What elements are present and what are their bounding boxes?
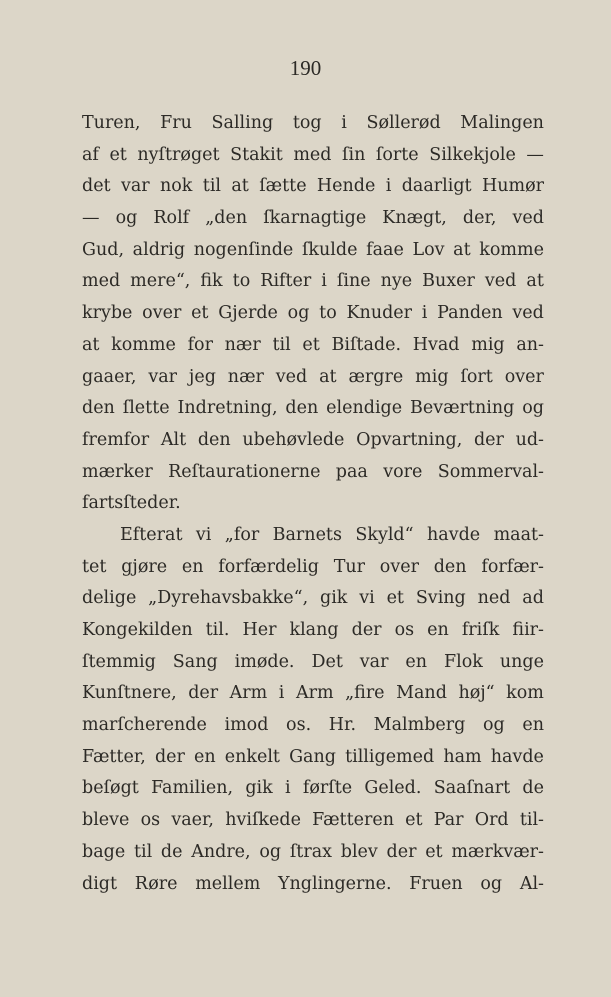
word: Reſtaurationerne (168, 461, 321, 482)
word: Hende (316, 176, 376, 197)
text-line (82, 425, 544, 457)
word: Søllerød (366, 113, 441, 133)
word: daarligt (401, 176, 472, 197)
word: Malingen (460, 113, 544, 133)
word: friſk (461, 620, 500, 640)
word: beſøgt (82, 778, 139, 799)
word: i (341, 113, 347, 133)
word: Skyld“ (355, 524, 414, 545)
word: havde (427, 524, 481, 545)
word: Indretning, (177, 398, 278, 419)
word: elendige (326, 398, 403, 419)
word: den (285, 398, 319, 419)
word: ham (443, 746, 482, 767)
word: ſætte (259, 176, 307, 197)
text-line (82, 710, 544, 742)
word: den (197, 429, 231, 450)
word: Opvartning, (356, 429, 463, 450)
word: der, (462, 208, 497, 229)
word: i (321, 271, 327, 292)
word: Salling (211, 113, 274, 133)
word: Hr. (328, 715, 357, 736)
word: ved (484, 271, 517, 292)
text-line (82, 393, 544, 425)
word: Turen, (82, 113, 141, 133)
word: i (284, 778, 291, 799)
word: bleve (82, 810, 130, 831)
word: „den (205, 208, 248, 229)
word: Panden (437, 303, 503, 324)
word: Sommerval- (437, 461, 544, 482)
word: ſorte (375, 144, 419, 165)
word: krybe (82, 303, 133, 324)
word: over (379, 556, 419, 577)
word: Lov (412, 239, 445, 260)
word: førſte (302, 778, 353, 799)
word: klang (289, 620, 339, 640)
word: de (522, 778, 544, 799)
word: maat- (493, 524, 544, 545)
word: ubehøvlede (242, 429, 345, 450)
word: gik (320, 588, 348, 609)
word: med (293, 144, 332, 165)
word: ſort (460, 366, 493, 387)
word: i (421, 303, 428, 324)
word: og (115, 208, 138, 229)
word: Buxer (422, 271, 475, 292)
word: til (202, 176, 222, 197)
word: „for (224, 524, 260, 545)
word: et (386, 588, 404, 609)
word: og (522, 398, 544, 419)
word: — (82, 208, 100, 229)
word: tog (292, 113, 322, 133)
word: havde (490, 746, 544, 767)
word: enkelt (224, 746, 280, 767)
word: gjøre (121, 556, 168, 577)
text-line (82, 203, 544, 235)
word: Rolf (153, 208, 190, 229)
word: Mand (396, 683, 447, 704)
word: en (427, 620, 449, 640)
word: at (231, 176, 249, 197)
word: gaaer, (82, 366, 137, 387)
word: Kunſtnere, (82, 683, 177, 704)
word: os. (286, 715, 312, 736)
word: i (278, 683, 285, 704)
word: den (433, 556, 467, 577)
word: mig (415, 366, 449, 387)
word: ned (477, 588, 511, 609)
word: af (82, 144, 99, 165)
word: Her (242, 620, 277, 640)
word: ſin (342, 144, 366, 165)
word: imøde. (234, 651, 295, 672)
word: ſine (336, 271, 371, 292)
word: Beværtning (410, 398, 515, 419)
text-line (82, 235, 544, 267)
word: Fætter, (82, 746, 146, 767)
text-line (82, 298, 544, 330)
word: an- (516, 334, 544, 355)
word: unge (499, 651, 544, 672)
text-line (82, 837, 544, 869)
text-line (82, 171, 544, 203)
word: to (319, 303, 337, 324)
word: Saaſnart (433, 778, 511, 799)
text-line (82, 552, 544, 584)
word: marſcherende (82, 715, 207, 736)
word: imod (224, 715, 269, 736)
word: forfær- (481, 556, 544, 577)
word: os (140, 810, 161, 831)
word: ved (512, 303, 544, 324)
word: Kongekilden (82, 620, 193, 640)
word: Det (311, 651, 343, 672)
word: et (425, 841, 443, 862)
word: Barnets (272, 524, 342, 545)
word: Fruen (409, 873, 463, 894)
word: Flok (444, 651, 483, 672)
word: til (133, 841, 153, 862)
word: Arm (295, 683, 334, 704)
word: et (302, 334, 320, 355)
word: mellem (195, 873, 261, 894)
word: fiir- (512, 620, 544, 640)
word: det (82, 176, 111, 197)
word: nogenſinde (193, 239, 294, 260)
word: os (394, 620, 415, 640)
word: Silkekjole (429, 144, 516, 165)
word: var (120, 176, 150, 197)
word: Gud, (82, 239, 125, 260)
word: komme (479, 239, 544, 260)
word: et (109, 144, 127, 165)
word: faae (366, 239, 404, 260)
word: en (194, 746, 216, 767)
word: paa (335, 461, 368, 482)
text-line (82, 583, 544, 615)
word: Gang (289, 746, 336, 767)
word: Røre (134, 873, 178, 894)
word: de (160, 841, 183, 862)
word: Malmberg (373, 715, 466, 736)
text-line (82, 869, 544, 901)
word: Fætteren (312, 810, 394, 831)
word: var (148, 366, 178, 387)
text-line (82, 773, 544, 805)
word: ærgre (348, 366, 404, 387)
word: nær (224, 334, 261, 355)
word: en (522, 715, 544, 736)
word: nye (380, 271, 413, 292)
word: Rifter (260, 271, 312, 292)
word: Familien, (151, 778, 234, 799)
word: ſlette (122, 398, 170, 419)
word: — (526, 144, 544, 165)
word: Biſtade. (331, 334, 402, 355)
word: og (259, 841, 282, 862)
word: en (405, 651, 428, 672)
word: for (187, 334, 213, 355)
text-line (82, 362, 544, 394)
word: ſtemmig (82, 651, 156, 672)
word: Stakit (230, 144, 283, 165)
word: Sving (415, 588, 466, 609)
word: tet (82, 556, 107, 577)
word: fartsſteder. (82, 493, 181, 514)
word: at (319, 366, 337, 387)
word: Sang (172, 651, 218, 672)
word: ſtrax (289, 841, 333, 862)
word: et (191, 303, 209, 324)
word: Geled. (364, 778, 422, 799)
word: Ynglingerne. (277, 873, 392, 894)
text-line (82, 266, 544, 298)
word: to (232, 271, 251, 292)
word: over (504, 366, 544, 387)
word: der (473, 429, 504, 450)
word: og (480, 873, 503, 894)
word: kom (506, 683, 544, 704)
word: Efterat (120, 524, 183, 545)
word: Fru (160, 113, 192, 133)
word: den (82, 398, 115, 419)
word: ſkarnagtige (263, 208, 367, 229)
word: Knuder (346, 303, 413, 324)
word: vaer, (171, 810, 214, 831)
word: Par (433, 810, 464, 831)
word: mig (471, 334, 505, 355)
word: Alt (160, 429, 187, 450)
word: der (188, 683, 219, 704)
word: at (82, 334, 100, 355)
word: ad (522, 588, 544, 609)
word: der (351, 620, 382, 640)
word: Knægt, (382, 208, 447, 229)
word: ud- (515, 429, 544, 450)
text-line (82, 805, 544, 837)
word: i (385, 176, 392, 197)
word: fremfor (82, 429, 150, 450)
word: en (181, 556, 204, 577)
word: til (272, 334, 291, 355)
word: hviſkede (225, 810, 301, 831)
word: nok (160, 176, 193, 197)
text-line (82, 742, 544, 774)
text-line (82, 108, 544, 140)
text-line (82, 140, 544, 172)
text-line (82, 678, 544, 710)
word: til. (205, 620, 230, 640)
word: der (154, 746, 185, 767)
word: og (287, 303, 310, 324)
word: digt (82, 873, 118, 894)
word: nær (227, 366, 264, 387)
word: at (453, 239, 471, 260)
word: Ord (474, 810, 509, 831)
word: blev (340, 841, 378, 862)
word: et (405, 810, 423, 831)
word: med (82, 271, 121, 292)
word: vi (195, 524, 212, 545)
word: komme (111, 334, 176, 355)
word: Tur (333, 556, 366, 577)
text-body (82, 108, 544, 900)
word: tilligemed (345, 746, 435, 767)
word: bage (82, 841, 126, 862)
word: fik (200, 271, 223, 292)
text-line (82, 520, 544, 552)
word: gik (245, 778, 273, 799)
word: var (359, 651, 389, 672)
word: at (526, 271, 544, 292)
text-line (82, 488, 544, 520)
word: forfærdelig (218, 556, 319, 577)
word: aldrig (132, 239, 186, 260)
word: ſkulde (301, 239, 358, 260)
page-number: 190 (289, 56, 322, 80)
word: Gjerde (218, 303, 278, 324)
word: mærkvær- (451, 841, 544, 862)
word: Hvad (412, 334, 460, 355)
word: delige (82, 588, 137, 609)
word: over (142, 303, 182, 324)
word: Andre, (191, 841, 251, 862)
text-line (82, 330, 544, 362)
word: „fire (345, 683, 385, 704)
word: vore (383, 461, 423, 482)
word: ved (512, 208, 544, 229)
word: til- (519, 810, 544, 831)
word: vi (359, 588, 375, 609)
text-line (82, 615, 544, 647)
word: nyſtrøget (137, 144, 220, 165)
word: „Dyrehavsbakke“, (148, 588, 309, 609)
word: høj“ (458, 683, 495, 704)
word: der (386, 841, 417, 862)
word: jeg (188, 366, 216, 387)
word: Humør (481, 176, 544, 197)
word: Al- (519, 873, 544, 894)
word: ved (275, 366, 308, 387)
word: mærker (82, 461, 153, 482)
text-line (82, 457, 544, 489)
word: Arm (229, 683, 268, 704)
text-line (82, 647, 544, 679)
word: mere“, (130, 271, 191, 292)
word: og (482, 715, 505, 736)
